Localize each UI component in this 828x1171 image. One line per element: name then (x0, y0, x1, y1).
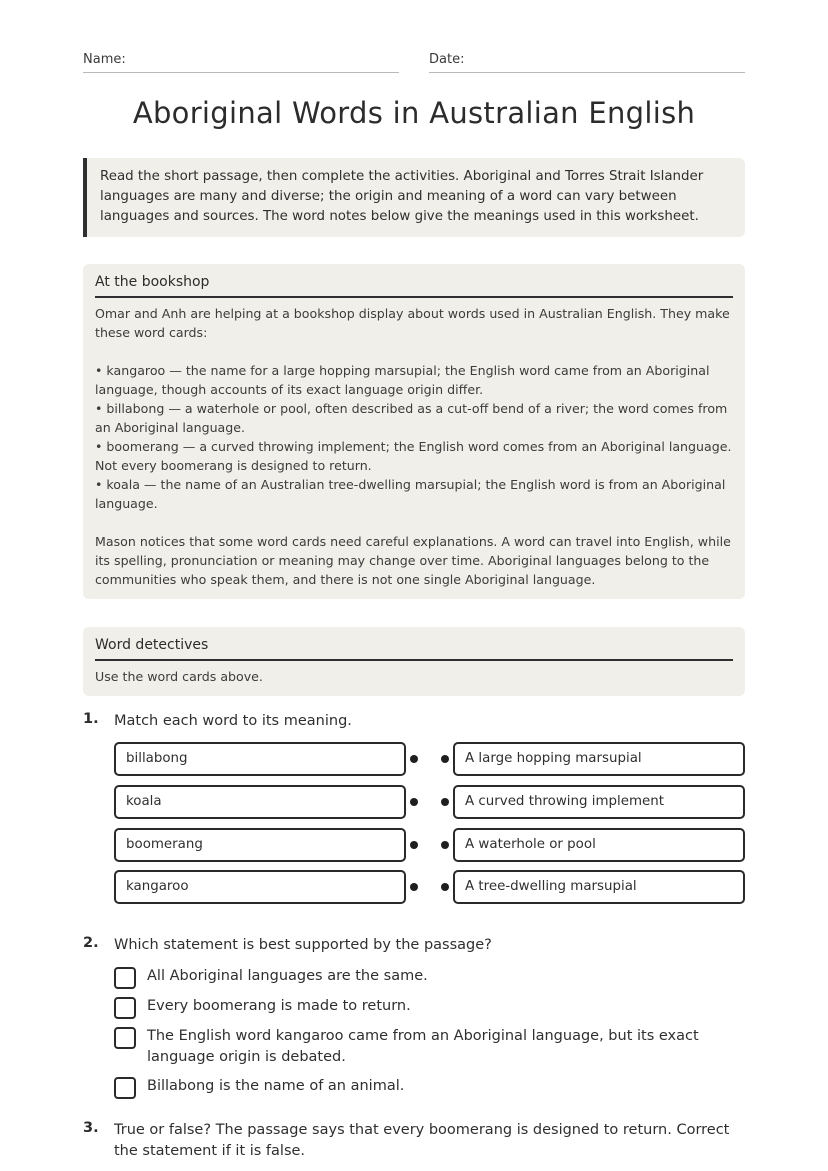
word-card-billabong: • billabong — a waterhole or pool, often described as a cut-off bend of a river; the word comes from an Aboriginal language. (95, 401, 728, 435)
match-meaning-box[interactable]: A waterhole or pool (453, 828, 745, 862)
header-fields (83, 52, 745, 74)
question-text: Match each word to its meaning. (114, 713, 352, 729)
match-meaning-box[interactable]: A curved throwing implement (453, 785, 745, 819)
match-dot[interactable] (441, 798, 449, 806)
story-heading: At the bookshop (95, 274, 733, 298)
match-meaning-box[interactable]: A tree-dwelling marsupial (453, 870, 745, 904)
story-paragraph: Omar and Anh are helping at a bookshop display about words used in Australian English. They make these word cards: (95, 306, 730, 340)
match-word-box[interactable]: koala (114, 785, 406, 819)
question-number: 2. (83, 935, 99, 951)
match-meaning-box[interactable]: A large hopping marsupial (453, 742, 745, 776)
option-label: The English word kangaroo came from an Aboriginal language, but its exact language origin is debated. (147, 1028, 699, 1065)
detectives-heading: Word detectives (95, 637, 733, 661)
option-label: Billabong is the name of an animal. (147, 1078, 405, 1094)
match-row (114, 870, 745, 904)
match-row (114, 742, 745, 776)
name-field[interactable] (83, 52, 399, 73)
name-label: Name: (83, 52, 126, 67)
match-dot[interactable] (410, 883, 418, 891)
match-dot[interactable] (410, 755, 418, 763)
word-detectives-panel (83, 627, 745, 696)
question-number: 3. (83, 1120, 99, 1136)
word-card-boomerang: • boomerang — a curved throwing implement; the English word comes from an Aboriginal language. Not every boomerang is designed to return. (95, 439, 732, 473)
option-checkbox[interactable] (114, 1077, 136, 1099)
match-dot[interactable] (410, 798, 418, 806)
question-text: True or false? The passage says that every boomerang is designed to return. Correct the statement if it is false. (114, 1122, 730, 1159)
option-label: All Aboriginal languages are the same. (147, 968, 428, 984)
story-body (95, 304, 733, 589)
match-row (114, 828, 745, 862)
story-panel (83, 264, 745, 599)
option-checkbox[interactable] (114, 1027, 136, 1049)
match-dot[interactable] (441, 883, 449, 891)
match-word-box[interactable]: boomerang (114, 828, 406, 862)
word-card-kangaroo: • kangaroo — the name for a large hopping marsupial; the English word came from an Aboriginal language, though accounts of its exact language origin differ. (95, 363, 710, 397)
option-label: Every boomerang is made to return. (147, 998, 411, 1014)
word-card-koala: • koala — the name of an Australian tree-dwelling marsupial; the English word is from an Aboriginal language. (95, 477, 726, 511)
match-row (114, 785, 745, 819)
option-checkbox[interactable] (114, 967, 136, 989)
match-dot[interactable] (441, 841, 449, 849)
match-word-box[interactable]: kangaroo (114, 870, 406, 904)
match-dot[interactable] (410, 841, 418, 849)
story-paragraph: Mason notices that some word cards need careful explanations. A word can travel into English, while its spelling, pronunciation or meaning may change over time. Aboriginal languages belong to the communities who speak them, and there is not one single Aboriginal language. (95, 534, 731, 587)
question-text: Which statement is best supported by the passage? (114, 937, 492, 953)
question-number: 1. (83, 711, 99, 727)
date-label: Date: (429, 52, 465, 67)
match-dot[interactable] (441, 755, 449, 763)
intro-callout: Read the short passage, then complete the activities. Aboriginal and Torres Strait Islander languages are many and diverse; the origin and meaning of a word can vary between languages and sources. The word notes below give the meanings used in this worksheet. (83, 158, 745, 237)
detectives-instruction: Use the word cards above. (95, 669, 263, 684)
page-title: Aboriginal Words in Australian English (132, 96, 696, 130)
date-field[interactable] (429, 52, 745, 73)
option-checkbox[interactable] (114, 997, 136, 1019)
match-word-box[interactable]: billabong (114, 742, 406, 776)
